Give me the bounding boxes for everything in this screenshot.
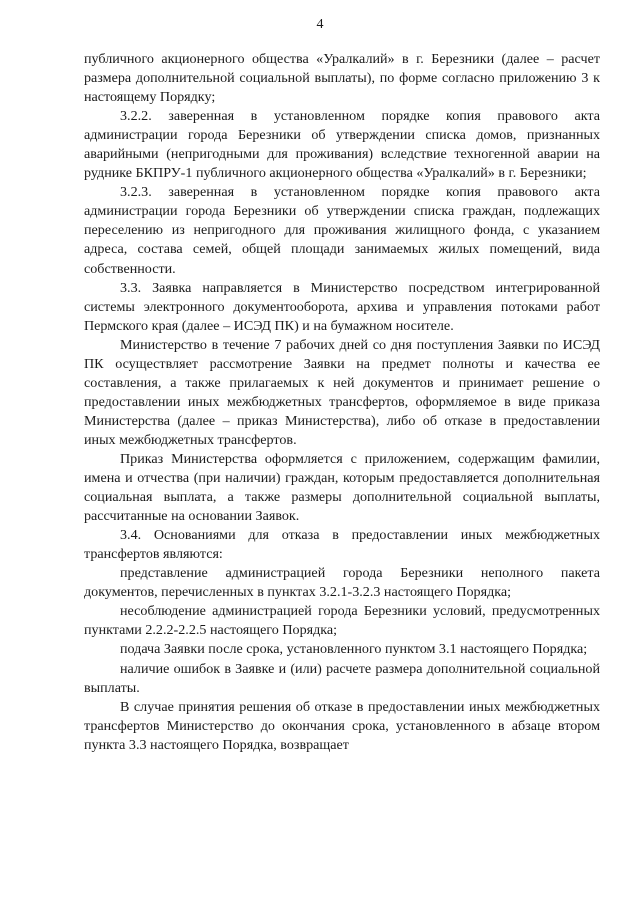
paragraph-3-4: 3.4. Основаниями для отказа в предоставлении иных межбюджетных трансфертов являются: [84,527,600,563]
paragraph-continuation: публичного акционерного общества «Уралкалий» в г. Березники (далее – расчет размера дополнительной социальной выплаты), по форме согласно приложению 3 к настоящему Порядку; [84,51,600,106]
paragraph-ministry-review: Министерство в течение 7 рабочих дней со дня поступления Заявки по ИСЭД ПК осуществляет рассмотрение Заявки на предмет полноты и качества ее составления, а также прилагаемых к ней документов и принимает решение о предоставлении иных межбюджетных трансфертов, оформляемое в виде приказа Министерства (далее – приказ Министерства), либо об отказе в предоставлении иных межбюджетных трансфертов. [84,336,600,448]
page-number: 4 [316,17,324,32]
document-body [84,50,600,755]
paragraph-3-3: 3.3. Заявка направляется в Министерство посредством интегрированной системы электронного документооборота, архива и управления потоками работ Пермского края (далее – ИСЭД ПК) и на бумажном носителе. [84,279,600,334]
list-item-late-submission: подача Заявки после срока, установленного пунктом 3.1 настоящего Порядка; [120,641,588,658]
list-item-incomplete-documents: представление администрацией города Березники неполного пакета документов, перечисленных в пунктах 3.2.1-3.2.3 настоящего Порядка; [84,565,600,601]
list-item-noncompliance: несоблюдение администрацией города Березники условий, предусмотренных пунктами 2.2.2-2.2.5 настоящего Порядка; [84,603,600,639]
paragraph-3-2-3: 3.2.3. заверенная в установленном порядке копия правового акта администрации города Березники об утверждении списка граждан, подлежащих переселению из непригодного для проживания жилищного фонда, с указанием адреса, состава семей, общей площади занимаемых жилых помещений, вида собственности. [84,184,600,277]
paragraph-3-2-2: 3.2.2. заверенная в установленном порядке копия правового акта администрации города Березники об утверждении списка домов, признанных аварийными (непригодными для проживания) вследствие техногенной аварии на руднике БКПРУ-1 публичного акционерного общества «Уралкалий» в г. Березники; [84,108,600,182]
list-item-errors: наличие ошибок в Заявке и (или) расчете размера дополнительной социальной выплаты. [84,660,600,696]
paragraph-order: Приказ Министерства оформляется с приложением, содержащим фамилии, имена и отчества (при наличии) граждан, которым предоставляется дополнительная социальная выплата, а также размеры дополнительной социальной выплаты, рассчитанные на основании Заявок. [84,450,600,525]
paragraph-refusal: В случае принятия решения об отказе в предоставлении иных межбюджетных трансфертов Министерство до окончания срока, установленного в абзаце втором пункта 3.3 настоящего Порядка, возвращает [84,698,600,753]
